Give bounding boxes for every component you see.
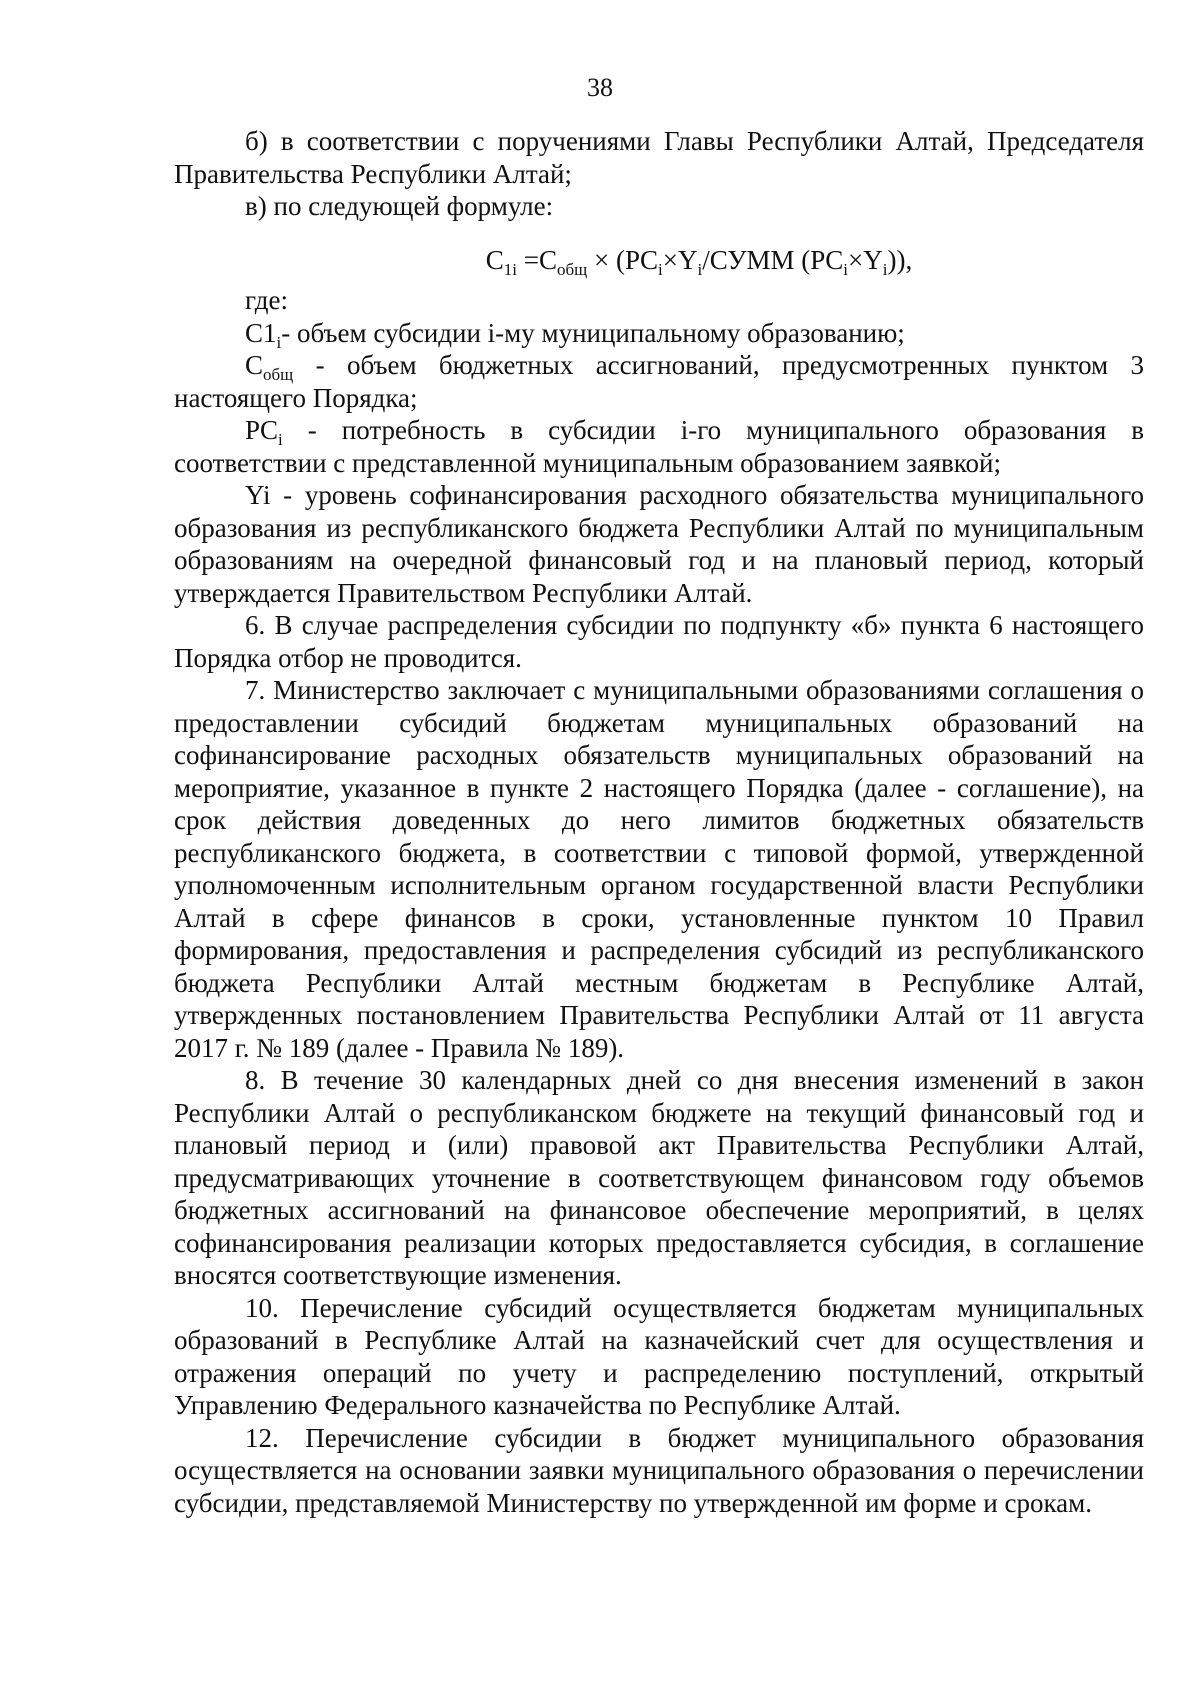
definition-c1: $C1_i-$ объем субсидии i-му муниципальному образованию; bbox=[245, 317, 905, 352]
paragraph-8: 8. В течение 30 календарных дней со дня внесения изменений в закон Республики Алтай о республиканском бюджете на текущий финансовый год и плановый период и (или) правовой акт Правительства Республики Алтай, предусматривающих уточнение в соответствующем финансовом году объемов бюджетных ассигнований на финансовое обеспечение мероприятий, в целях софинансирования реализации которых предоставляется субсидия, в соглашение вносятся соответствующие изменения. bbox=[174, 1065, 1144, 1290]
paragraph-6: 6. В случае распределения субсидии по подпункту «б» пункта 6 настоящего Порядка отбор не проводится. bbox=[174, 610, 1144, 673]
item-b: б) в соответствии с поручениями Главы Республики Алтай, Председателя Правительства Республики Алтай; bbox=[174, 126, 1144, 189]
formula: $C_{1i} =C_{общ}$ × ($PC_i\times Y_i$/СУММ $(PC_i\times Y_i)$), bbox=[485, 244, 913, 279]
paragraph-7: 7. Министерство заключает с муниципальными образованиями соглашения о предоставлении субсидий бюджетам муниципальных образований на софинансирование расходных обязательств муниципальных образований на мероприятие, указанное в пункте 2 настоящего Порядка (далее - соглашение), на срок действия доведенных до него лимитов бюджетных обязательств республиканского бюджета, в соответствии с типовой формой, утвержденной уполномоченным исполнительным органом государственной власти Республики Алтай в сфере финансов в сроки, установленные пунктом 10 Правил формирования, предоставления и распределения субсидий из республиканского бюджета Республики Алтай местным бюджетам в Республике Алтай, утвержденных постановлением Правительства Республики Алтай от 11 августа 2017 г. № 189 (далее - Правила № 189). bbox=[174, 675, 1144, 1063]
definition-pc: $PC_i$ - потребность в субсидии i-го муниципального образования в соответствии с представленной муниципальным образованием заявкой; bbox=[174, 415, 1144, 478]
paragraph-10: 10. Перечисление субсидий осуществляется бюджетам муниципальных образований в Республике Алтай на казначейский счет для осуществления и отражения операций по учету и распределению поступлений, открытый Управлению Федерального казначейства по Республике Алтай. bbox=[174, 1292, 1144, 1420]
definition-yi: Yi - уровень софинансирования расходного обязательства муниципального образования из республиканского бюджета Республики Алтай по муниципальным образованиям на очередной финансовый год и на плановый период, который утверждается Правительством Республики Алтай. bbox=[174, 480, 1144, 608]
paragraph-12: 12. Перечисление субсидии в бюджет муниципального образования осуществляется на основании заявки муниципального образования о перечислении субсидии, представляемой Министерству по утвержденной им форме и срокам. bbox=[174, 1422, 1144, 1518]
document-body bbox=[174, 125, 1144, 1519]
where-label: где: bbox=[245, 285, 288, 315]
page-number: 38 bbox=[587, 73, 613, 102]
definition-cobsh: $C_{общ}$ - объем бюджетных ассигнований, предусмотренных пунктом 3 настоящего Порядка; bbox=[174, 350, 1144, 413]
item-v: в) по следующей формуле: bbox=[245, 191, 554, 221]
